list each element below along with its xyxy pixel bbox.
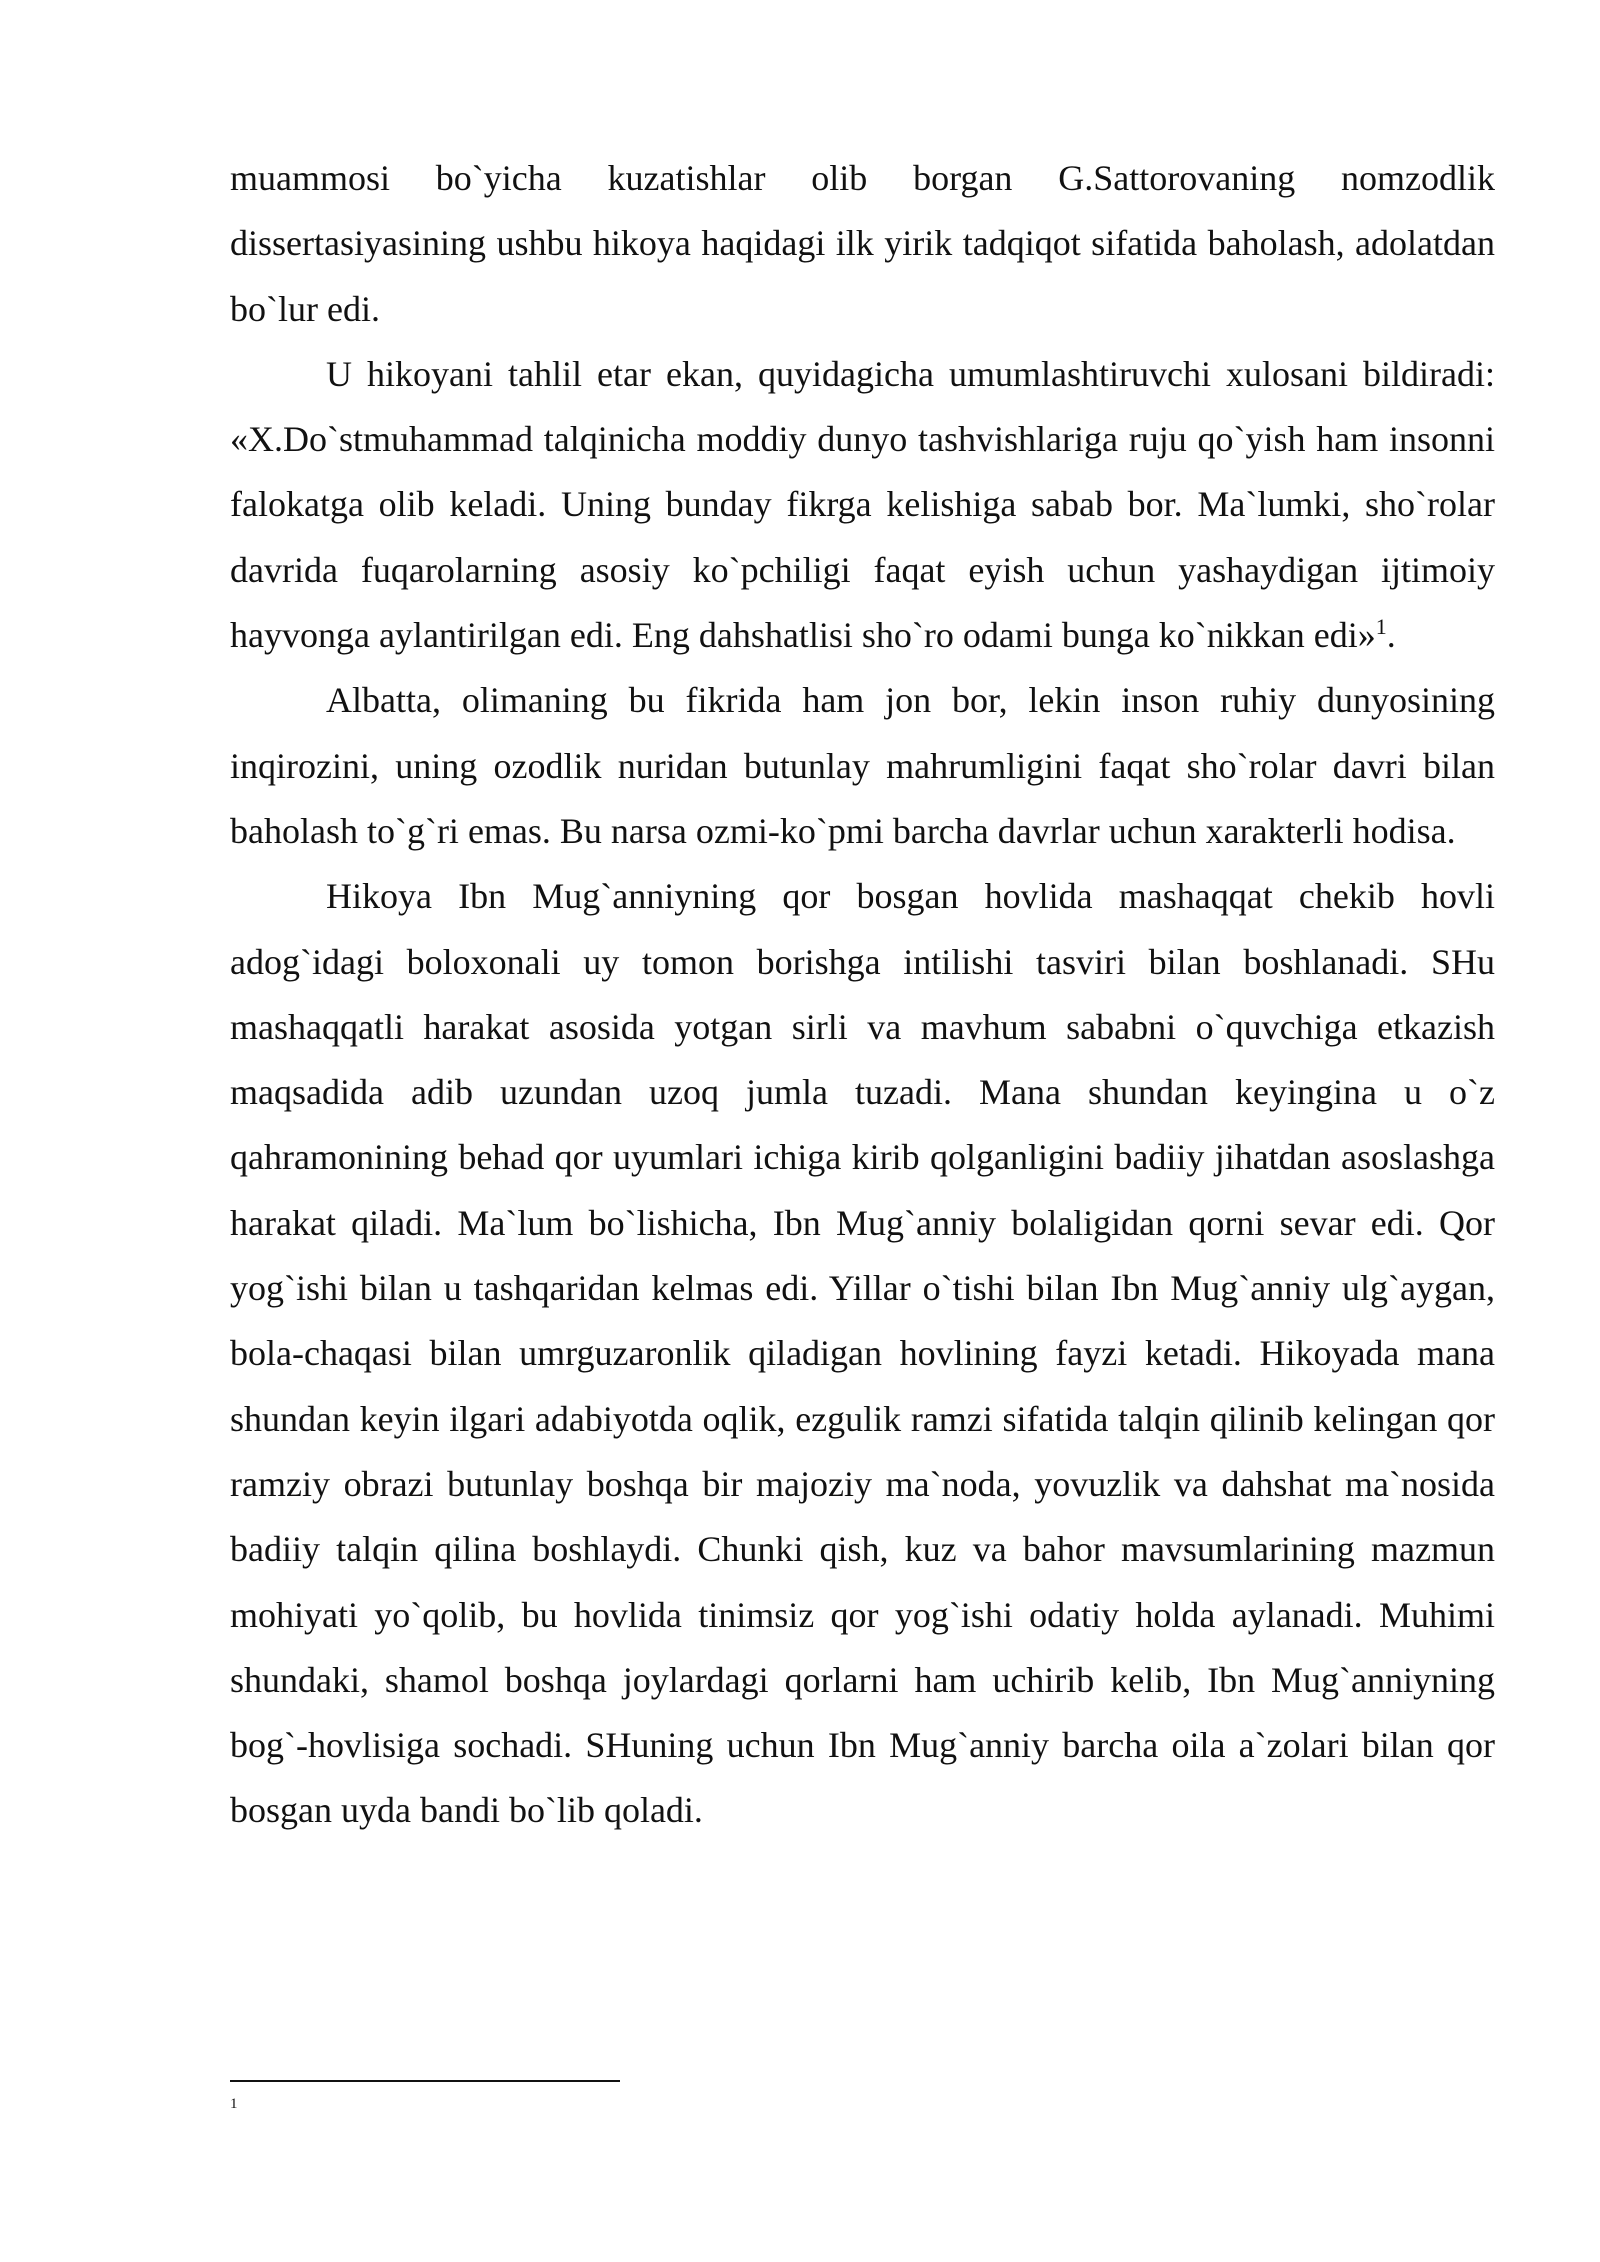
paragraph-story-analysis: Hikoya Ibn Mug`anniyning qor bosgan hovlida mashaqqat chekib hovli adog`idagi boloxonali uy tomon borishga intilishi tasviri bilan boshlanadi. SHu mashaqqatli harakat asosida yotgan sirli va mavhum sababni o`quvchiga etkazish maqsadida adib uzundan uzoq jumla tuzadi. Mana shundan keyingina u o`z qahramonining behad qor uyumlari ichiga kirib qolganligini badiiy jihatdan asoslashga harakat qiladi. Ma`lum bo`lishicha, Ibn Mug`anniy bolaligidan qorni sevar edi. Qor yog`ishi bilan u tashqaridan kelmas edi. Yillar o`tishi bilan Ibn Mug`anniy ulg`aygan, bola-chaqasi bilan umrguzaronlik qiladigan hovlining fayzi ketadi. Hikoyada mana shundan keyin ilgari adabiyotda oqlik, ezgulik ramzi sifatida talqin qilinib kelingan qor ramziy obrazi butunlay boshqa bir majoziy ma`noda, yovuzlik va dahshat ma`nosida badiiy talqin qilina boshlaydi. Chunki qish, kuz va bahor mavsumlarining mazmun mohiyati yo`qolib, bu hovlida tinimsiz qor yog`ishi odatiy holda aylanadi. Muhimi shundaki, shamol boshqa joylardagi qorlarni ham uchirib kelib, Ibn Mug`anniyning bog`-hovlisiga sochadi. SHuning uchun Ibn Mug`anniy barcha oila a`zolari bilan qor bosgan uyda bandi bo`lib qoladi.: [230, 876, 1495, 1831]
footnote-reference[interactable]: 1: [1375, 614, 1387, 640]
footnote-separator: [230, 2080, 620, 2082]
footnote-number: 1: [230, 2096, 238, 2112]
paragraph-continuation: muammosi bo`yicha kuzatishlar olib borgan G.Sattorovaning nomzodlik dissertasiyasining ushbu hikoya haqidagi ilk yirik tadqiqot sifatida baholash, adolatdan bo`lur edi.: [230, 158, 1495, 329]
footnote: [230, 2094, 238, 2119]
paragraph-commentary: Albatta, olimaning bu fikrida ham jon bor, lekin inson ruhiy dunyosining inqirozini, uning ozodlik nuridan butunlay mahrumligini faqat sho`rolar davri bilan baholash to`g`ri emas. Bu narsa ozmi-ko`pmi barcha davrlar uchun xarakterli hodisa.: [230, 680, 1495, 851]
paragraph-end-punctuation: .: [1386, 615, 1396, 656]
paragraph-conclusion-quote: [230, 342, 1495, 668]
paragraph-text: U hikoyani tahlil etar ekan, quyidagicha umumlashtiruvchi xulosani bildiradi: «X.Do`stmuhammad talqinicha moddiy dunyo tashvishlariga ruju qo`yish ham insonni falokatga olib keladi. Uning bunday fikrga kelishiga sabab bor. Ma`lumki, sho`rolar davrida fuqarolarning asosiy ko`pchiligi faqat eyish uchun yashaydigan ijtimoiy hayvonga aylantirilgan edi. Eng dahshatlisi sho`ro odami bunga ko`nikkan edi»: [230, 353, 1495, 656]
body-text: [230, 146, 1495, 1844]
